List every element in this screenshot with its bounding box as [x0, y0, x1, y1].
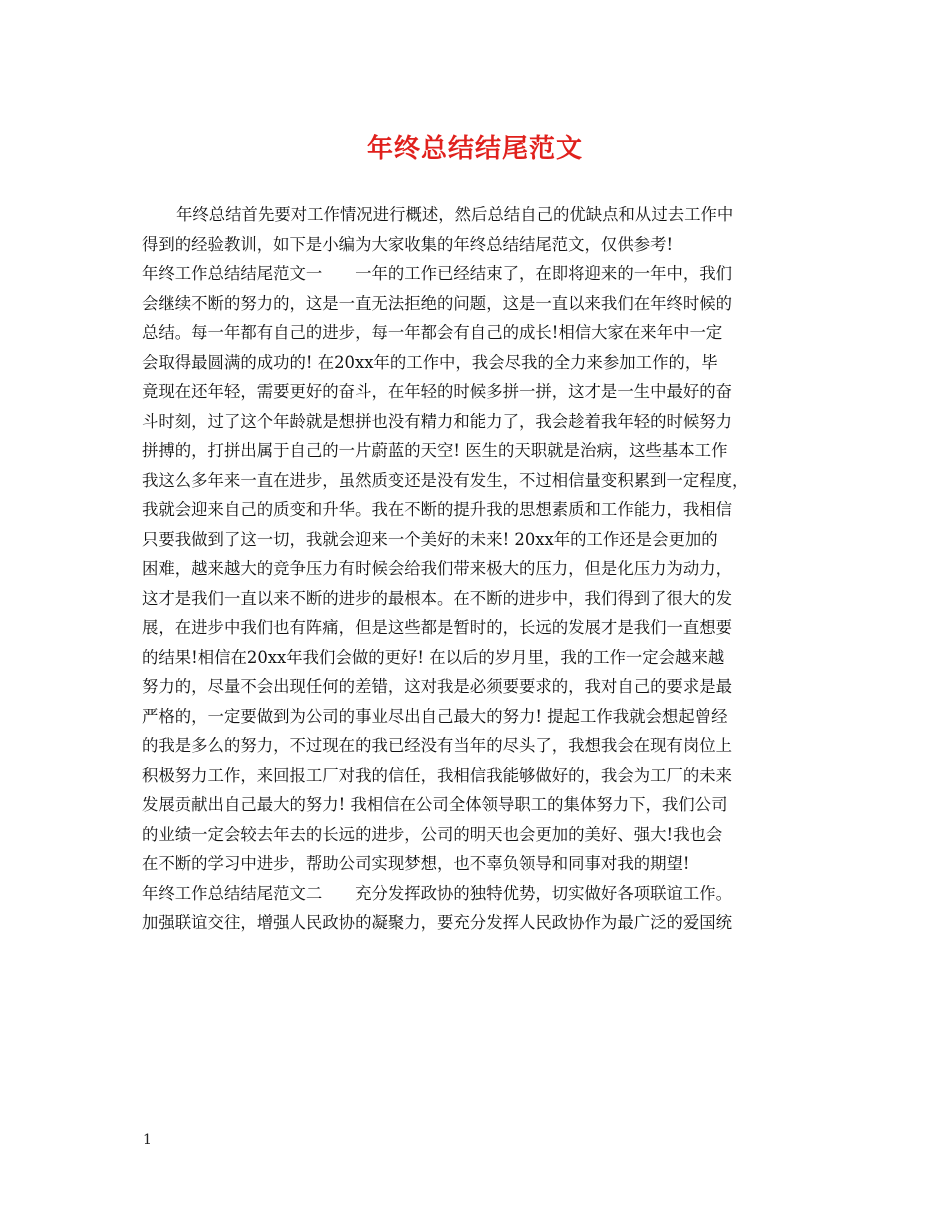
document-body	[142, 200, 812, 938]
body-line: 我就会迎来自己的质变和升华。我在不断的提升我的思想素质和工作能力，我相信	[142, 500, 733, 519]
body-line: 得到的经验教训，如下是小编为大家收集的年终总结结尾范文，仅供参考!	[142, 234, 674, 254]
body-line: 的我是多么的努力，不过现在的我已经没有当年的尽头了，我想我会在现有岗位上	[142, 736, 733, 755]
body-line: 加强联谊交往，增强人民政协的凝聚力，要充分发挥人民政协作为最广泛的爱国统	[142, 913, 733, 932]
body-line: 会继续不断的努力的，这是一直无法拒绝的问题，这是一直以来我们在年终时候的	[142, 293, 733, 313]
body-line: 竟现在还年轻，需要更好的奋斗，在年轻的时候多拼一拼，这才是一生中最好的奋	[142, 382, 733, 401]
document-title: 年终总结结尾范文	[366, 134, 583, 164]
body-line: 年终工作总结结尾范文二 充分发挥政协的独特优势，切实做好各项联谊工作。	[142, 883, 733, 903]
body-line: 困难，越来越大的竞争压力有时候会给我们带来极大的压力，但是化压力为动力，	[142, 559, 733, 578]
body-line: 严格的，一定要做到为公司的事业尽出自己最大的努力! 提起工作我就会想起曾经	[142, 706, 728, 726]
body-line: 发展贡献出自己最大的努力! 我相信在公司全体领导职工的集体努力下，我们公司	[142, 795, 728, 814]
page-number: 1	[143, 1132, 152, 1148]
body-line: 斗时刻，过了这个年龄就是想拼也没有精力和能力了，我会趁着我年轻的时候努力	[142, 411, 733, 431]
body-line: 会取得最圆满的成功的! 在20xx年的工作中，我会尽我的全力来参加工作的，毕	[142, 352, 718, 372]
body-line: 年终总结首先要对工作情况进行概述，然后总结自己的优缺点和从过去工作中	[176, 205, 734, 224]
body-line: 展，在进步中我们也有阵痛，但是这些都是暂时的，长远的发展才是我们一直想要	[142, 618, 733, 637]
body-line: 在不断的学习中进步，帮助公司实现梦想，也不辜负领导和同事对我的期望!	[142, 854, 690, 873]
body-line: 我这么多年来一直在进步，虽然质变还是没有发生，不过相信量变积累到一定程度，	[142, 470, 749, 490]
body-line: 的业绩一定会较去年去的长远的进步，公司的明天也会更加的美好、强大!我也会	[142, 824, 723, 844]
body-line: 积极努力工作，来回报工厂对我的信任，我相信我能够做好的，我会为工厂的未来	[142, 765, 733, 785]
body-line: 的结果!相信在20xx年我们会做的更好! 在以后的岁月里，我的工作一定会越来越	[142, 647, 725, 667]
body-line: 只要我做到了这一切，我就会迎来一个美好的未来! 20xx年的工作还是会更加的	[142, 529, 718, 549]
body-line: 这才是我们一直以来不断的进步的最根本。在不断的进步中，我们得到了很大的发	[142, 588, 733, 608]
body-line: 总结。每一年都有自己的进步，每一年都会有自己的成长!相信大家在来年中一定	[142, 323, 723, 342]
body-line: 年终工作总结结尾范文一 一年的工作已经结束了，在即将迎来的一年中，我们	[142, 264, 733, 283]
body-line: 拼搏的，打拼出属于自己的一片蔚蓝的天空! 医生的天职就是治病，这些基本工作	[142, 441, 728, 460]
body-line: 努力的，尽量不会出现任何的差错，这对我是必须要要求的，我对自己的要求是最	[142, 677, 733, 696]
